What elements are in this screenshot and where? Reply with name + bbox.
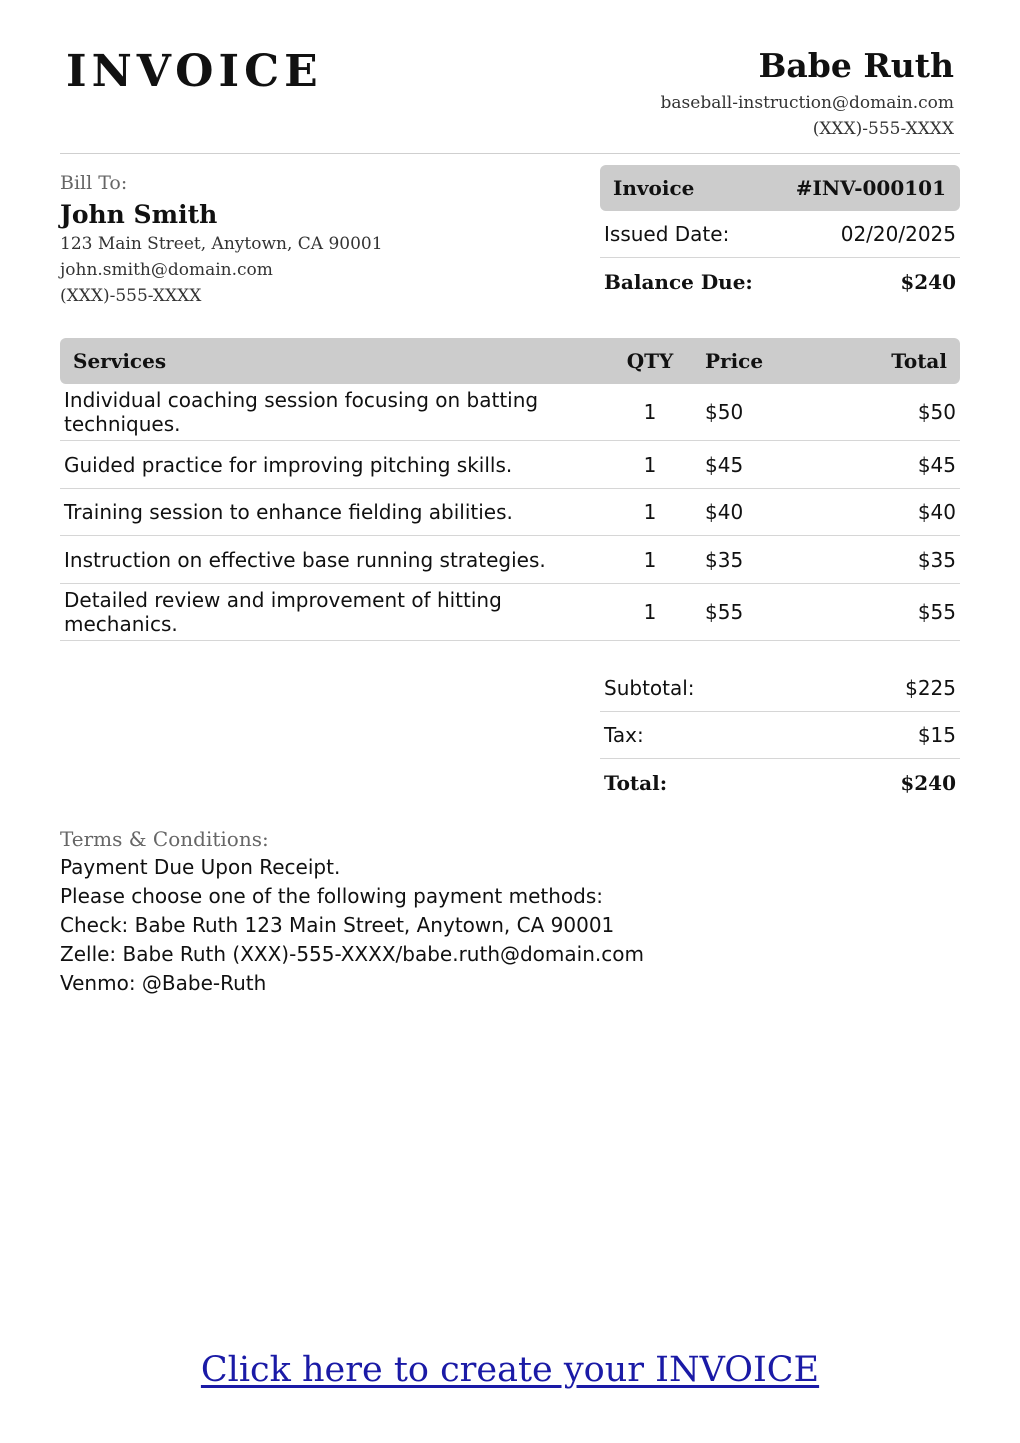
client-name: John Smith [60,200,218,229]
service-price: $50 [705,400,744,424]
service-qty: 1 [643,547,657,572]
service-price: $35 [705,547,744,572]
subtotal-value: $225 [905,676,956,700]
client-email: john.smith@domain.com [60,260,273,280]
cta-container [0,1350,1020,1390]
service-total: $40 [917,500,956,524]
vendor-info [661,46,954,142]
table-row [60,489,960,536]
service-qty: 1 [643,452,657,477]
balance-due-value: $240 [900,269,956,294]
issued-date-value: 02/20/2025 [840,222,956,246]
bill-to-label: Bill To: [60,172,128,194]
service-qty: 1 [643,600,657,624]
terms-line: Check: Babe Ruth 123 Main Street, Anytown, CA 90001 [60,913,615,937]
service-price: $45 [705,452,744,477]
table-row [60,384,960,441]
tax-row [600,712,960,759]
vendor-email: baseball-instruction@domain.com [660,93,954,113]
terms-line: Please choose one of the following payment methods: [60,884,603,908]
page-title: INVOICE [66,46,323,97]
vendor-phone: (XXX)-555-XXXX [812,119,954,139]
subtotal-label: Subtotal: [604,676,695,700]
tax-label: Tax: [604,723,644,747]
issued-date-row [600,211,960,258]
client-address: 123 Main Street, Anytown, CA 90001 [60,234,383,254]
balance-due-label: Balance Due: [604,269,753,294]
service-total: $50 [917,400,956,424]
service-qty: 1 [643,500,657,524]
vendor-name: Babe Ruth [758,46,954,85]
service-description: Training session to enhance fielding abilities. [64,500,513,524]
service-total: $35 [917,547,956,572]
terms-line: Zelle: Babe Ruth (XXX)-555-XXXX/babe.ruth@domain.com [60,942,644,966]
services-table [60,338,960,641]
client-phone: (XXX)-555-XXXX [60,286,202,306]
service-qty: 1 [643,400,657,424]
table-row [60,536,960,584]
grand-total-row [600,759,960,806]
invoice-meta [600,165,960,305]
invoice-number: #INV-000101 [795,176,946,200]
service-description: Individual coaching session focusing on batting techniques. [64,388,539,436]
service-total: $45 [917,452,956,477]
tax-value: $15 [917,723,956,747]
service-description: Detailed review and improvement of hitting mechanics. [64,588,502,636]
invoice-label: Invoice [613,176,695,200]
terms-line: Venmo: @Babe-Ruth [60,971,267,995]
services-header: Services [73,349,167,373]
invoice-number-header [600,165,960,211]
totals-section [600,665,960,806]
service-description: Instruction on effective base running strategies. [64,547,546,572]
balance-due-row [600,258,960,305]
price-header: Price [705,349,764,373]
issued-date-label: Issued Date: [604,222,730,246]
qty-header: QTY [626,349,674,373]
bill-to-section [60,171,560,309]
header-divider [60,153,960,154]
services-table-header [60,338,960,384]
table-row [60,584,960,641]
grand-total-value: $240 [900,770,956,795]
service-description: Guided practice for improving pitching skills. [64,452,513,477]
service-total: $55 [917,600,956,624]
table-row [60,441,960,489]
subtotal-row [600,665,960,712]
service-price: $55 [705,600,744,624]
terms-section [60,825,960,998]
service-price: $40 [705,500,744,524]
grand-total-label: Total: [604,770,668,795]
terms-line: Payment Due Upon Receipt. [60,855,341,879]
create-invoice-link[interactable]: Click here to create your INVOICE [200,1350,820,1390]
terms-label: Terms & Conditions: [60,827,269,851]
total-header: Total [891,349,947,373]
